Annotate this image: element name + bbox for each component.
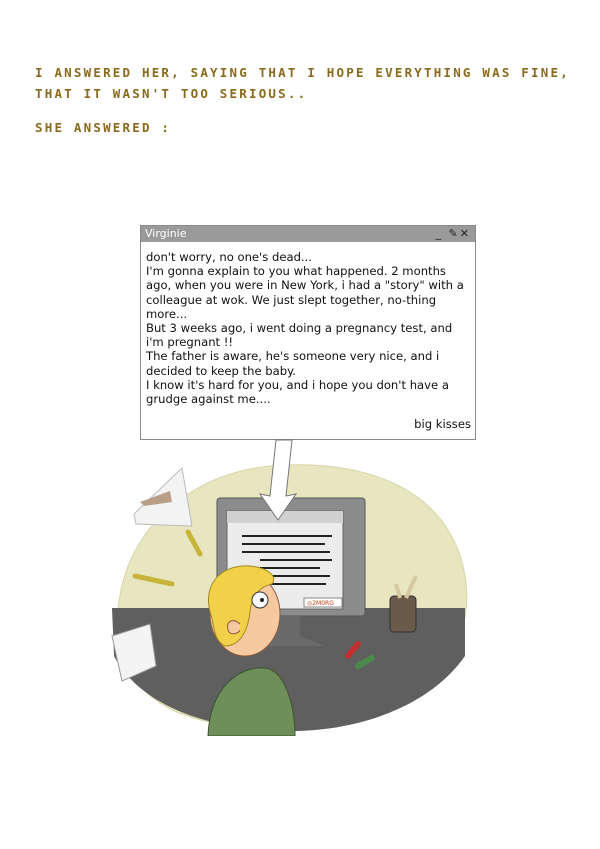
chat-window	[140, 225, 476, 440]
chat-titlebar	[141, 226, 475, 242]
screen-logo: ◎2M0RG	[307, 600, 334, 607]
chat-line: I know it's hard for you, and i hope you don't have a grudge against me....	[146, 377, 449, 407]
chat-line: I'm gonna explain to you what happened. 2 months ago, when you were in New York, i had a "story" with a colleague at wok. We just slept together, no-thing more...	[146, 264, 464, 321]
chat-line: The father is aware, he's someone very nice, and i decided to keep the baby.	[146, 349, 440, 378]
chat-message	[141, 242, 475, 406]
chat-contact-name: Virginie	[145, 227, 187, 240]
narration-text-1: I ANSWERED HER, SAYING THAT I HOPE EVERYTHING WAS FINE, THAT IT WASN'T TOO SERIOUS..	[35, 65, 570, 101]
pen-cup	[390, 596, 416, 632]
chat-signoff: big kisses	[414, 417, 471, 431]
chat-line: But 3 weeks ago, i went doing a pregnancy test, and i'm pregnant !!	[146, 321, 453, 350]
window-controls-icon[interactable]: _ ✎✕	[435, 227, 471, 240]
narration-text-2: SHE ANSWERED :	[35, 120, 172, 135]
comic-illustration	[100, 436, 480, 736]
chat-line: don't worry, no one's dead...	[146, 250, 312, 264]
